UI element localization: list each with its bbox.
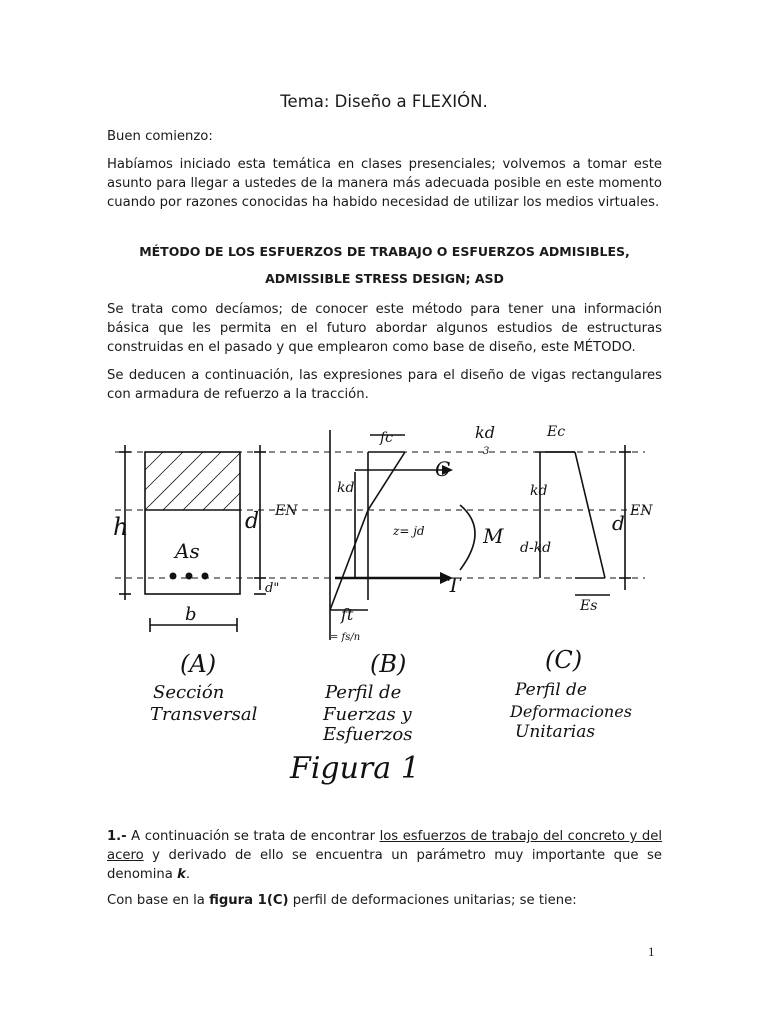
label-kd-b: kd (337, 480, 355, 496)
label-z: z= jd (393, 524, 425, 538)
figure-1-drawing (105, 410, 665, 815)
caption-a-letter: (A) (180, 650, 217, 678)
label-t: T (447, 573, 461, 597)
label-fc: fc (380, 430, 394, 446)
item-1-number: 1.- (107, 829, 127, 844)
label-d-minus-kd: d-kd (520, 540, 552, 556)
method-paragraph: Se trata como decíamos; de conocer este método para tener una información básica que les permita en el futuro abordar algunos estudios de estructuras construidas en el pasado y que emplearon como base de diseño, este MÉTODO. (107, 302, 662, 355)
label-d-c: d (612, 511, 625, 535)
deduction-paragraph: Se deducen a continuación, las expresiones para el diseño de vigas rectangulares con armadura de refuerzo a la tracción. (107, 368, 662, 402)
para4-text-b: perfil de deformaciones unitarias; se tiene: (288, 893, 577, 908)
method-heading: MÉTODO DE LOS ESFUERZOS DE TRABAJO O ESFUERZOS ADMISIBLES, (139, 244, 630, 259)
figure-1 (105, 410, 665, 815)
asd-heading: ADMISSIBLE STRESS DESIGN; ASD (265, 271, 504, 286)
item-1-paragraph (107, 827, 662, 884)
label-es: Es (580, 598, 598, 614)
document-title: Tema: Diseño a FLEXIÓN. (280, 92, 488, 111)
caption-c-line1: Perfil de (515, 680, 587, 700)
label-h: h (113, 513, 129, 541)
caption-b-letter: (B) (370, 650, 407, 678)
label-b: b (185, 604, 197, 625)
label-en-left: EN (275, 503, 298, 519)
intro-paragraph: Habíamos iniciado esta temática en clases presenciales; volvemos a tomar este asunto para llegar a ustedes de la manera más adecuada posible en este momento cuando por razones conocidas ha habido necesidad de utilizar los medios virtuales. (107, 157, 662, 210)
label-ft-eq: = fs/n (330, 632, 361, 643)
figure-reference-paragraph (107, 891, 662, 910)
label-kd-top: kd (475, 423, 495, 442)
label-kd-c: kd (530, 483, 548, 499)
para4-bold: figura 1(C) (209, 893, 289, 908)
item-1-text-b: y derivado de ello se encuentra un parámetro muy importante que se denomina (107, 848, 662, 882)
caption-b-line1: Perfil de (325, 682, 402, 703)
label-as: As (175, 539, 200, 563)
label-d-double: d" (265, 581, 280, 596)
label-en-right: EN (630, 503, 653, 519)
label-ec: Ec (547, 424, 566, 440)
caption-c-line3: Unitarias (515, 722, 596, 742)
item-1-end: . (185, 867, 191, 882)
greeting-text: Buen comienzo: (107, 129, 213, 144)
caption-a-line1: Sección (153, 682, 225, 703)
figure-title: Figura 1 (290, 751, 420, 786)
item-1-symbol: k (177, 867, 186, 882)
label-kd-fraction: 3 (483, 446, 490, 457)
item-1-text-a: A continuación se trata de encontrar (126, 829, 380, 844)
label-d: d (245, 509, 260, 534)
caption-b-line2: Fuerzas y (323, 704, 412, 725)
item-1-underlined: los esfuerzos de trabajo del concreto y del acero (107, 829, 663, 863)
caption-a-line2: Transversal (150, 704, 258, 725)
caption-c-line2: Deformaciones (510, 702, 632, 721)
label-ft: ft (341, 605, 354, 624)
para4-text-a: Con base en la (107, 893, 210, 908)
page-number: 1 (648, 944, 655, 959)
caption-c-letter: (C) (545, 646, 583, 674)
label-m: M (483, 524, 504, 548)
caption-b-line3: Esfuerzos (323, 724, 413, 745)
label-c: C (435, 457, 451, 481)
